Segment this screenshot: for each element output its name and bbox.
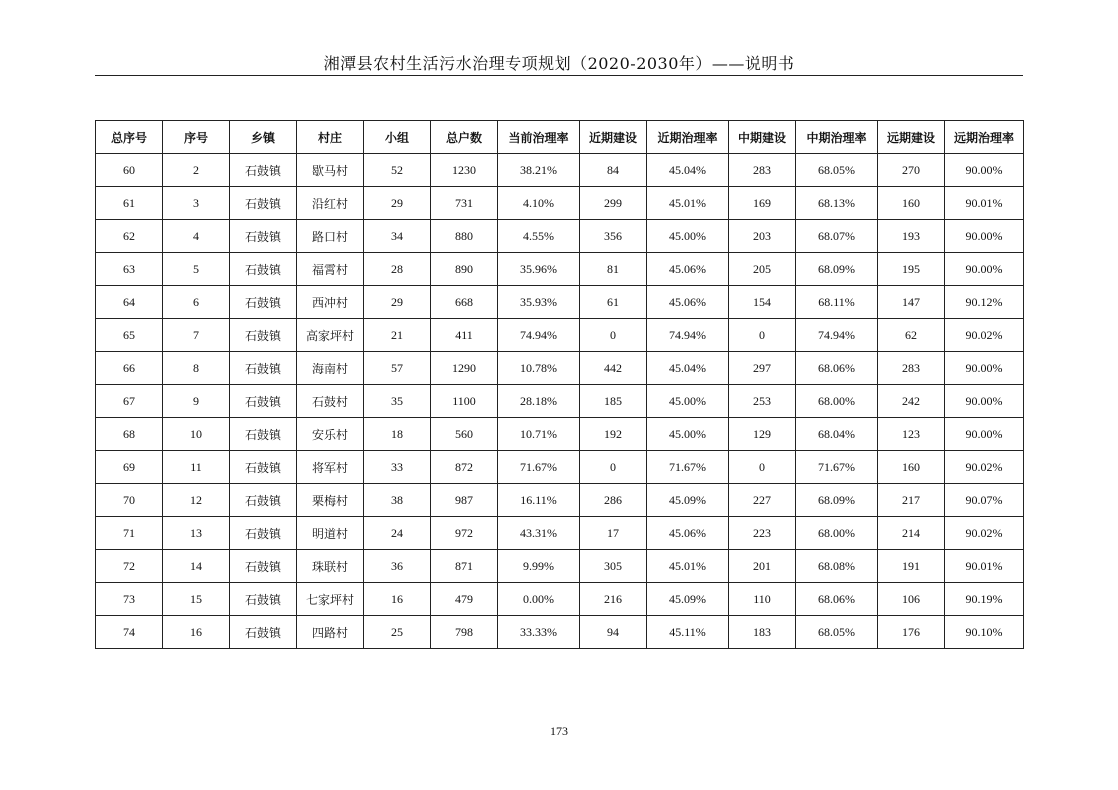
short-term-rate-cell: 45.00% <box>647 220 729 253</box>
total-index-cell: 69 <box>96 451 163 484</box>
index-cell: 2 <box>163 154 230 187</box>
household-count-cell: 479 <box>431 583 498 616</box>
town-cell: 石鼓镇 <box>230 451 297 484</box>
household-count-cell: 890 <box>431 253 498 286</box>
short-term-rate-cell: 71.67% <box>647 451 729 484</box>
short-term-rate-cell: 45.06% <box>647 517 729 550</box>
mid-term-build-cell: 129 <box>729 418 796 451</box>
village-cell: 石鼓村 <box>297 385 364 418</box>
long-term-build-cell: 214 <box>878 517 945 550</box>
short-term-build-cell: 356 <box>580 220 647 253</box>
table-header-row <box>96 121 1024 154</box>
current-rate-cell: 4.10% <box>498 187 580 220</box>
group-count-cell: 29 <box>364 286 431 319</box>
long-term-rate-cell: 90.00% <box>945 220 1024 253</box>
mid-term-build-cell: 110 <box>729 583 796 616</box>
group-count-cell: 16 <box>364 583 431 616</box>
long-term-rate-cell: 90.00% <box>945 418 1024 451</box>
group-count-cell: 34 <box>364 220 431 253</box>
current-rate-cell: 33.33% <box>498 616 580 649</box>
village-cell: 珠联村 <box>297 550 364 583</box>
current-rate-cell: 16.11% <box>498 484 580 517</box>
village-cell: 西冲村 <box>297 286 364 319</box>
document-header-title: 湘潭县农村生活污水治理专项规划（2020-2030年）——说明书 <box>323 54 795 73</box>
group-count-cell: 18 <box>364 418 431 451</box>
town-cell: 石鼓镇 <box>230 616 297 649</box>
long-term-build-cell: 147 <box>878 286 945 319</box>
household-count-cell: 880 <box>431 220 498 253</box>
page-number: 173 <box>550 724 568 738</box>
long-term-rate-cell: 90.00% <box>945 154 1024 187</box>
column-header: 总户数 <box>431 121 498 154</box>
total-index-cell: 61 <box>96 187 163 220</box>
long-term-rate-cell: 90.02% <box>945 451 1024 484</box>
table-row <box>96 352 1024 385</box>
long-term-build-cell: 242 <box>878 385 945 418</box>
long-term-build-cell: 217 <box>878 484 945 517</box>
long-term-rate-cell: 90.19% <box>945 583 1024 616</box>
column-header: 近期治理率 <box>647 121 729 154</box>
table-row <box>96 517 1024 550</box>
village-cell: 将军村 <box>297 451 364 484</box>
column-header: 远期治理率 <box>945 121 1024 154</box>
index-cell: 14 <box>163 550 230 583</box>
table-row <box>96 319 1024 352</box>
short-term-rate-cell: 45.06% <box>647 253 729 286</box>
mid-term-rate-cell: 68.07% <box>796 220 878 253</box>
current-rate-cell: 71.67% <box>498 451 580 484</box>
current-rate-cell: 28.18% <box>498 385 580 418</box>
group-count-cell: 24 <box>364 517 431 550</box>
total-index-cell: 60 <box>96 154 163 187</box>
short-term-build-cell: 442 <box>580 352 647 385</box>
current-rate-cell: 0.00% <box>498 583 580 616</box>
group-count-cell: 33 <box>364 451 431 484</box>
mid-term-rate-cell: 68.05% <box>796 154 878 187</box>
total-index-cell: 70 <box>96 484 163 517</box>
village-cell: 沿红村 <box>297 187 364 220</box>
index-cell: 8 <box>163 352 230 385</box>
short-term-rate-cell: 45.00% <box>647 418 729 451</box>
group-count-cell: 28 <box>364 253 431 286</box>
long-term-build-cell: 270 <box>878 154 945 187</box>
mid-term-build-cell: 227 <box>729 484 796 517</box>
table-row <box>96 220 1024 253</box>
short-term-rate-cell: 45.01% <box>647 550 729 583</box>
current-rate-cell: 43.31% <box>498 517 580 550</box>
table-row <box>96 616 1024 649</box>
mid-term-rate-cell: 68.04% <box>796 418 878 451</box>
long-term-build-cell: 62 <box>878 319 945 352</box>
total-index-cell: 73 <box>96 583 163 616</box>
mid-term-rate-cell: 71.67% <box>796 451 878 484</box>
short-term-rate-cell: 45.01% <box>647 187 729 220</box>
village-cell: 栗梅村 <box>297 484 364 517</box>
total-index-cell: 74 <box>96 616 163 649</box>
long-term-build-cell: 195 <box>878 253 945 286</box>
long-term-build-cell: 191 <box>878 550 945 583</box>
group-count-cell: 29 <box>364 187 431 220</box>
short-term-build-cell: 286 <box>580 484 647 517</box>
table-row <box>96 385 1024 418</box>
total-index-cell: 65 <box>96 319 163 352</box>
mid-term-rate-cell: 68.05% <box>796 616 878 649</box>
long-term-rate-cell: 90.02% <box>945 517 1024 550</box>
index-cell: 16 <box>163 616 230 649</box>
column-header: 中期治理率 <box>796 121 878 154</box>
long-term-build-cell: 283 <box>878 352 945 385</box>
household-count-cell: 972 <box>431 517 498 550</box>
index-cell: 6 <box>163 286 230 319</box>
short-term-build-cell: 84 <box>580 154 647 187</box>
total-index-cell: 63 <box>96 253 163 286</box>
village-cell: 福霄村 <box>297 253 364 286</box>
column-header: 当前治理率 <box>498 121 580 154</box>
total-index-cell: 62 <box>96 220 163 253</box>
village-cell: 四路村 <box>297 616 364 649</box>
household-count-cell: 798 <box>431 616 498 649</box>
town-cell: 石鼓镇 <box>230 517 297 550</box>
town-cell: 石鼓镇 <box>230 352 297 385</box>
total-index-cell: 71 <box>96 517 163 550</box>
table-row <box>96 451 1024 484</box>
index-cell: 5 <box>163 253 230 286</box>
household-count-cell: 731 <box>431 187 498 220</box>
short-term-build-cell: 94 <box>580 616 647 649</box>
mid-term-build-cell: 0 <box>729 319 796 352</box>
village-cell: 明道村 <box>297 517 364 550</box>
index-cell: 9 <box>163 385 230 418</box>
current-rate-cell: 35.93% <box>498 286 580 319</box>
mid-term-rate-cell: 68.00% <box>796 385 878 418</box>
long-term-build-cell: 106 <box>878 583 945 616</box>
mid-term-build-cell: 223 <box>729 517 796 550</box>
mid-term-rate-cell: 74.94% <box>796 319 878 352</box>
household-count-cell: 987 <box>431 484 498 517</box>
mid-term-rate-cell: 68.06% <box>796 583 878 616</box>
village-cell: 路口村 <box>297 220 364 253</box>
column-header: 小组 <box>364 121 431 154</box>
household-count-cell: 560 <box>431 418 498 451</box>
column-header: 村庄 <box>297 121 364 154</box>
household-count-cell: 411 <box>431 319 498 352</box>
long-term-rate-cell: 90.00% <box>945 352 1024 385</box>
long-term-build-cell: 176 <box>878 616 945 649</box>
village-cell: 歇马村 <box>297 154 364 187</box>
index-cell: 11 <box>163 451 230 484</box>
village-sewage-table <box>95 120 1024 649</box>
short-term-build-cell: 0 <box>580 451 647 484</box>
mid-term-build-cell: 297 <box>729 352 796 385</box>
group-count-cell: 35 <box>364 385 431 418</box>
mid-term-build-cell: 183 <box>729 616 796 649</box>
short-term-build-cell: 185 <box>580 385 647 418</box>
group-count-cell: 52 <box>364 154 431 187</box>
mid-term-build-cell: 201 <box>729 550 796 583</box>
current-rate-cell: 35.96% <box>498 253 580 286</box>
long-term-rate-cell: 90.10% <box>945 616 1024 649</box>
town-cell: 石鼓镇 <box>230 385 297 418</box>
total-index-cell: 72 <box>96 550 163 583</box>
town-cell: 石鼓镇 <box>230 583 297 616</box>
index-cell: 12 <box>163 484 230 517</box>
total-index-cell: 67 <box>96 385 163 418</box>
mid-term-rate-cell: 68.09% <box>796 253 878 286</box>
current-rate-cell: 9.99% <box>498 550 580 583</box>
mid-term-rate-cell: 68.00% <box>796 517 878 550</box>
short-term-build-cell: 17 <box>580 517 647 550</box>
index-cell: 10 <box>163 418 230 451</box>
short-term-rate-cell: 74.94% <box>647 319 729 352</box>
long-term-rate-cell: 90.02% <box>945 319 1024 352</box>
short-term-rate-cell: 45.09% <box>647 583 729 616</box>
index-cell: 4 <box>163 220 230 253</box>
short-term-build-cell: 216 <box>580 583 647 616</box>
short-term-rate-cell: 45.09% <box>647 484 729 517</box>
current-rate-cell: 38.21% <box>498 154 580 187</box>
long-term-rate-cell: 90.00% <box>945 385 1024 418</box>
current-rate-cell: 4.55% <box>498 220 580 253</box>
current-rate-cell: 10.71% <box>498 418 580 451</box>
short-term-build-cell: 192 <box>580 418 647 451</box>
short-term-rate-cell: 45.04% <box>647 352 729 385</box>
index-cell: 7 <box>163 319 230 352</box>
town-cell: 石鼓镇 <box>230 319 297 352</box>
index-cell: 15 <box>163 583 230 616</box>
long-term-build-cell: 193 <box>878 220 945 253</box>
column-header: 近期建设 <box>580 121 647 154</box>
short-term-build-cell: 299 <box>580 187 647 220</box>
mid-term-build-cell: 203 <box>729 220 796 253</box>
long-term-rate-cell: 90.01% <box>945 187 1024 220</box>
village-cell: 安乐村 <box>297 418 364 451</box>
table-row <box>96 286 1024 319</box>
mid-term-build-cell: 169 <box>729 187 796 220</box>
mid-term-build-cell: 154 <box>729 286 796 319</box>
mid-term-rate-cell: 68.06% <box>796 352 878 385</box>
table-row <box>96 253 1024 286</box>
short-term-rate-cell: 45.06% <box>647 286 729 319</box>
village-cell: 海南村 <box>297 352 364 385</box>
table-row <box>96 550 1024 583</box>
mid-term-rate-cell: 68.09% <box>796 484 878 517</box>
column-header: 总序号 <box>96 121 163 154</box>
index-cell: 13 <box>163 517 230 550</box>
mid-term-rate-cell: 68.11% <box>796 286 878 319</box>
long-term-rate-cell: 90.12% <box>945 286 1024 319</box>
short-term-build-cell: 0 <box>580 319 647 352</box>
village-cell: 高家坪村 <box>297 319 364 352</box>
current-rate-cell: 74.94% <box>498 319 580 352</box>
town-cell: 石鼓镇 <box>230 286 297 319</box>
total-index-cell: 66 <box>96 352 163 385</box>
current-rate-cell: 10.78% <box>498 352 580 385</box>
short-term-build-cell: 305 <box>580 550 647 583</box>
long-term-build-cell: 123 <box>878 418 945 451</box>
household-count-cell: 1230 <box>431 154 498 187</box>
total-index-cell: 68 <box>96 418 163 451</box>
header-divider <box>95 75 1023 76</box>
table-row <box>96 583 1024 616</box>
column-header: 远期建设 <box>878 121 945 154</box>
mid-term-build-cell: 253 <box>729 385 796 418</box>
short-term-rate-cell: 45.04% <box>647 154 729 187</box>
village-cell: 七家坪村 <box>297 583 364 616</box>
mid-term-build-cell: 0 <box>729 451 796 484</box>
long-term-build-cell: 160 <box>878 187 945 220</box>
mid-term-build-cell: 283 <box>729 154 796 187</box>
household-count-cell: 668 <box>431 286 498 319</box>
group-count-cell: 38 <box>364 484 431 517</box>
group-count-cell: 25 <box>364 616 431 649</box>
town-cell: 石鼓镇 <box>230 484 297 517</box>
short-term-build-cell: 61 <box>580 286 647 319</box>
town-cell: 石鼓镇 <box>230 253 297 286</box>
table-row <box>96 484 1024 517</box>
short-term-rate-cell: 45.11% <box>647 616 729 649</box>
household-count-cell: 872 <box>431 451 498 484</box>
column-header: 中期建设 <box>729 121 796 154</box>
column-header: 序号 <box>163 121 230 154</box>
mid-term-rate-cell: 68.08% <box>796 550 878 583</box>
group-count-cell: 21 <box>364 319 431 352</box>
town-cell: 石鼓镇 <box>230 418 297 451</box>
household-count-cell: 1100 <box>431 385 498 418</box>
column-header: 乡镇 <box>230 121 297 154</box>
table-row <box>96 418 1024 451</box>
town-cell: 石鼓镇 <box>230 154 297 187</box>
table-row <box>96 187 1024 220</box>
mid-term-build-cell: 205 <box>729 253 796 286</box>
town-cell: 石鼓镇 <box>230 550 297 583</box>
group-count-cell: 57 <box>364 352 431 385</box>
total-index-cell: 64 <box>96 286 163 319</box>
table-body <box>96 154 1024 649</box>
household-count-cell: 1290 <box>431 352 498 385</box>
group-count-cell: 36 <box>364 550 431 583</box>
short-term-build-cell: 81 <box>580 253 647 286</box>
table-row <box>96 154 1024 187</box>
household-count-cell: 871 <box>431 550 498 583</box>
long-term-build-cell: 160 <box>878 451 945 484</box>
long-term-rate-cell: 90.00% <box>945 253 1024 286</box>
long-term-rate-cell: 90.07% <box>945 484 1024 517</box>
short-term-rate-cell: 45.00% <box>647 385 729 418</box>
town-cell: 石鼓镇 <box>230 187 297 220</box>
long-term-rate-cell: 90.01% <box>945 550 1024 583</box>
index-cell: 3 <box>163 187 230 220</box>
mid-term-rate-cell: 68.13% <box>796 187 878 220</box>
town-cell: 石鼓镇 <box>230 220 297 253</box>
